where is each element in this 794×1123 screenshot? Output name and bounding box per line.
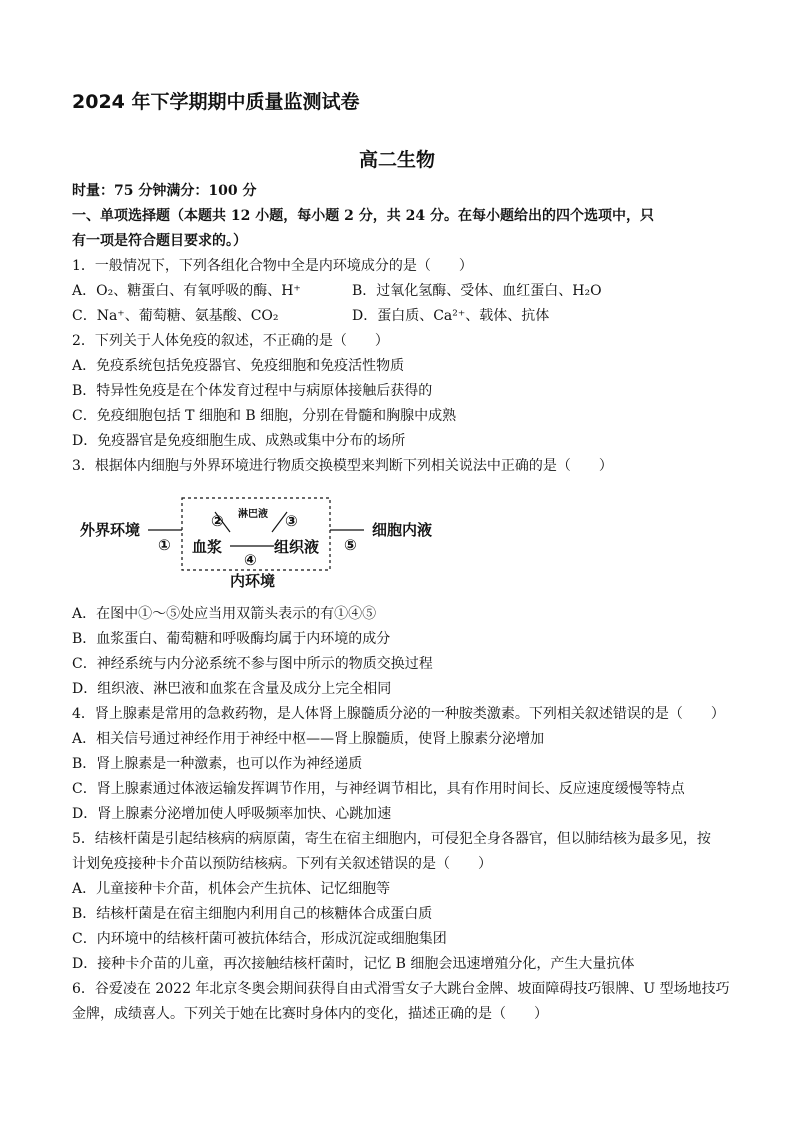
q2-option-b: B．特异性免疫是在个体发育过程中与病原体接触后获得的 (72, 383, 433, 399)
q1-option-d: D．蛋白质、Ca²⁺、载体、抗体 (352, 308, 550, 324)
time-info: 时量：75 分钟满分：100 分 (72, 183, 257, 199)
q5-option-a: A．儿童接种卡介苗，机体会产生抗体、记忆细胞等 (72, 881, 391, 897)
section-heading-line1: 一、单项选择题（本题共 12 小题，每小题 2 分，共 24 分。在每小题给出的四个选项中，只 (72, 208, 654, 224)
section-heading-line2: 有一项是符合题目要求的。） (72, 233, 247, 249)
num-4: ④ (244, 551, 257, 569)
q4-option-a: A．相关信号通过神经作用于神经中枢——肾上腺髓质，使肾上腺素分泌增加 (72, 731, 545, 747)
num-5: ⑤ (344, 536, 357, 554)
num-3: ③ (285, 512, 298, 530)
q5-stem-line1: 5．结核杆菌是引起结核病的病原菌，寄生在宿主细胞内，可侵犯全身各器官，但以肺结核为最多见，按 (72, 831, 711, 847)
q3-option-d: D．组织液、淋巴液和血浆在含量及成分上完全相同 (72, 681, 392, 697)
q1-stem: 1．一般情况下，下列各组化合物中全是内环境成分的是（ ） (72, 258, 473, 274)
q2-stem: 2．下列关于人体免疫的叙述，不正确的是（ ） (72, 333, 389, 349)
q1-option-a: A．O₂、糖蛋白、有氧呼吸的酶、H⁺ (72, 283, 301, 299)
q5-option-b: B．结核杆菌是在宿主细胞内利用自己的核糖体合成蛋白质 (72, 906, 433, 922)
q2-option-d: D．免疫器官是免疫细胞生成、成熟或集中分布的场所 (72, 433, 406, 449)
label-plasma: 血浆 (192, 538, 223, 556)
label-tissue-fluid: 组织液 (274, 538, 320, 556)
internal-environment-diagram (72, 490, 472, 600)
exam-title: 2024 年下学期期中质量监测试卷 (72, 91, 360, 113)
label-cell-inner: 细胞内液 (372, 521, 433, 539)
label-outer-env: 外界环境 (80, 521, 141, 539)
q5-stem-line2: 计划免疫接种卡介苗以预防结核病。下列有关叙述错误的是（ ） (72, 856, 492, 872)
label-lymph: 淋巴液 (238, 509, 268, 520)
q1-option-b: B．过氧化氢酶、受体、血红蛋白、H₂O (352, 283, 602, 299)
q4-option-c: C．肾上腺素通过体液运输发挥调节作用，与神经调节相比，具有作用时间长、反应速度缓慢等特点 (72, 781, 685, 797)
q3-option-a: A．在图中①～⑤处应当用双箭头表示的有①④⑤ (72, 606, 377, 622)
q1-option-c: C．Na⁺、葡萄糖、氨基酸、CO₂ (72, 308, 279, 324)
q2-option-a: A．免疫系统包括免疫器官、免疫细胞和免疫活性物质 (72, 358, 405, 374)
q5-option-d: D．接种卡介苗的儿童，再次接触结核杆菌时，记忆 B 细胞会迅速增殖分化，产生大量抗体 (72, 956, 635, 972)
q3-stem: 3．根据体内细胞与外界环境进行物质交换模型来判断下列相关说法中正确的是（ ） (72, 458, 613, 474)
q3-option-b: B．血浆蛋白、葡萄糖和呼吸酶均属于内环境的成分 (72, 631, 391, 647)
q4-stem: 4．肾上腺素是常用的急救药物，是人体肾上腺髓质分泌的一种胺类激素。下列相关叙述错误的是（ ） (72, 706, 725, 722)
q2-option-c: C．免疫细胞包括 T 细胞和 B 细胞，分别在骨髓和胸腺中成熟 (72, 408, 457, 424)
num-2: ② (211, 512, 224, 530)
q4-option-b: B．肾上腺素是一种激素，也可以作为神经递质 (72, 756, 363, 772)
q6-stem-line2: 金牌，成绩喜人。下列关于她在比赛时身体内的变化，描述正确的是（ ） (72, 1006, 548, 1022)
num-1: ① (158, 536, 171, 554)
q4-option-d: D．肾上腺素分泌增加使人呼吸频率加快、心跳加速 (72, 806, 392, 822)
q3-option-c: C．神经系统与内分泌系统不参与图中所示的物质交换过程 (72, 656, 433, 672)
q5-option-c: C．内环境中的结核杆菌可被抗体结合，形成沉淀或细胞集团 (72, 931, 447, 947)
subject-title: 高二生物 (358, 149, 435, 171)
label-internal-env: 内环境 (230, 572, 276, 590)
q6-stem-line1: 6．谷爱凌在 2022 年北京冬奥会期间获得自由式滑雪女子大跳台金牌、坡面障碍技巧银牌、U 型场地技巧 (72, 981, 730, 997)
